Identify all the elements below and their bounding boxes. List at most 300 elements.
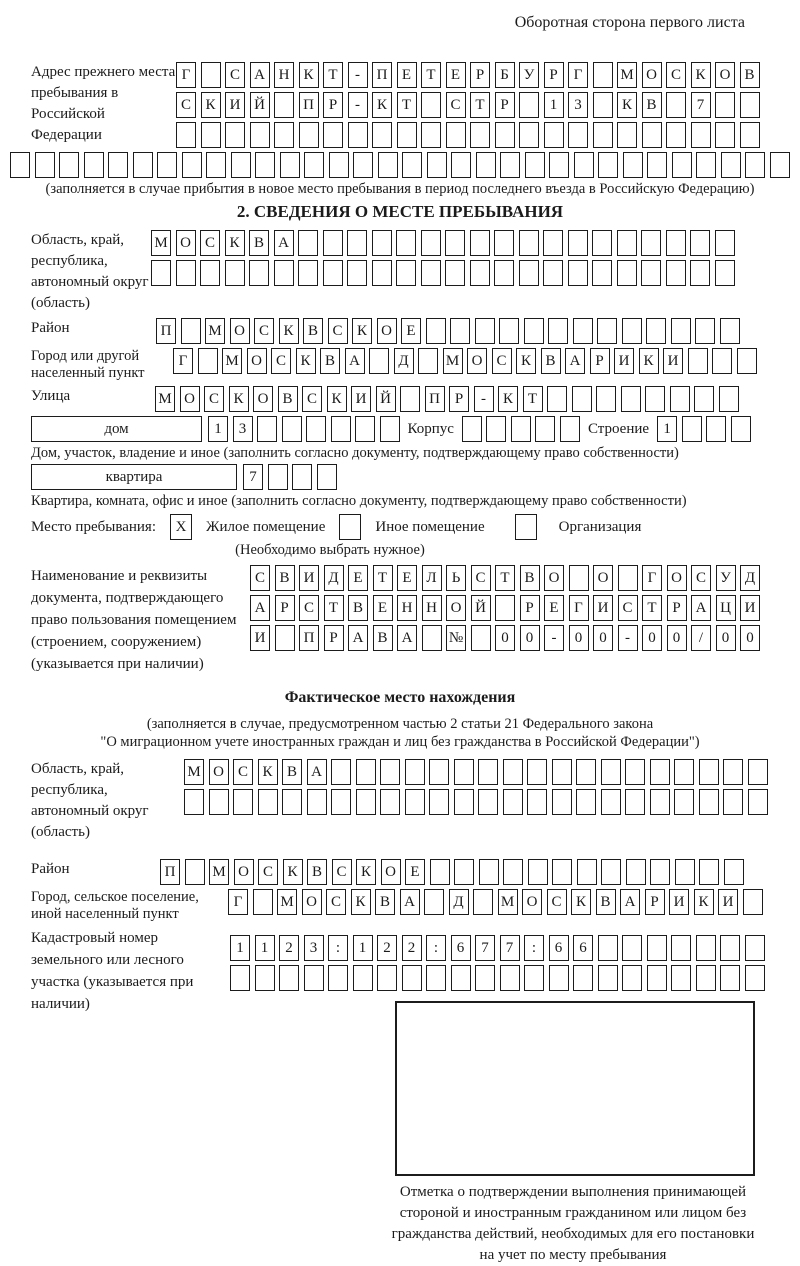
char-box: 0 — [642, 625, 662, 651]
char-box — [519, 230, 539, 256]
char-box: С — [271, 348, 291, 374]
factual-title: Фактическое место нахождения — [284, 689, 516, 706]
char-box: К — [516, 348, 536, 374]
char-box: / — [691, 625, 711, 651]
char-box: М — [443, 348, 463, 374]
char-box: № — [446, 625, 466, 651]
char-box — [233, 789, 253, 815]
char-box — [470, 260, 490, 286]
char-box — [748, 759, 768, 785]
char-box: С — [299, 595, 319, 621]
char-box — [625, 759, 645, 785]
char-box: А — [250, 62, 270, 88]
char-box — [715, 122, 735, 148]
char-box: О — [180, 386, 200, 412]
char-box — [377, 965, 397, 991]
char-box: П — [160, 859, 180, 885]
char-box — [495, 122, 515, 148]
dom-box: дом — [31, 416, 202, 442]
char-box — [355, 416, 375, 442]
kvartira-box: квартира — [31, 464, 237, 490]
checkbox-organizatsiya — [515, 514, 537, 540]
char-box — [568, 122, 588, 148]
char-box — [674, 759, 694, 785]
char-box: С — [233, 759, 253, 785]
char-box: К — [229, 386, 249, 412]
char-box — [133, 152, 153, 178]
char-box: У — [716, 565, 736, 591]
char-box: 1 — [255, 935, 275, 961]
char-box: 7 — [691, 92, 711, 118]
char-box — [450, 318, 470, 344]
char-box: О — [302, 889, 322, 915]
char-box — [471, 625, 491, 651]
char-box — [723, 759, 743, 785]
char-box: : — [524, 935, 544, 961]
char-box: В — [282, 759, 302, 785]
char-box — [372, 230, 392, 256]
char-box: В — [249, 230, 269, 256]
char-box — [593, 122, 613, 148]
prev-address-group — [0, 62, 800, 148]
char-box: С — [666, 62, 686, 88]
char-box — [445, 260, 465, 286]
char-box: М — [617, 62, 637, 88]
char-box — [528, 859, 548, 885]
char-box — [696, 935, 716, 961]
char-box: Г — [228, 889, 248, 915]
char-box — [723, 789, 743, 815]
char-box — [666, 230, 686, 256]
char-box: Т — [323, 62, 343, 88]
char-box — [35, 152, 55, 178]
char-box — [695, 318, 715, 344]
char-box — [650, 759, 670, 785]
char-box — [209, 789, 229, 815]
char-box — [421, 230, 441, 256]
char-box — [304, 152, 324, 178]
char-box: П — [299, 625, 319, 651]
char-box: А — [565, 348, 585, 374]
char-box — [451, 965, 471, 991]
char-box: - — [348, 92, 368, 118]
char-box: И — [250, 625, 270, 651]
char-box — [647, 152, 667, 178]
char-box: Й — [250, 92, 270, 118]
char-box — [573, 318, 593, 344]
char-box — [598, 152, 618, 178]
char-box — [682, 416, 702, 442]
char-box — [306, 416, 326, 442]
char-box — [670, 386, 690, 412]
factual-oblast-group — [0, 759, 800, 843]
char-box: 1 — [353, 935, 373, 961]
char-box: С — [332, 859, 352, 885]
factual-rayon-cells — [160, 859, 744, 885]
factual-oblast-rows — [184, 759, 768, 815]
char-box: И — [718, 889, 738, 915]
char-box: К — [296, 348, 316, 374]
char-box: К — [352, 318, 372, 344]
char-box: Б — [495, 62, 515, 88]
char-box: 0 — [593, 625, 613, 651]
char-box — [470, 230, 490, 256]
char-box — [527, 789, 547, 815]
char-box: Р — [667, 595, 687, 621]
char-box — [535, 416, 555, 442]
char-box: 2 — [279, 935, 299, 961]
char-box: О — [593, 565, 613, 591]
char-box: Р — [590, 348, 610, 374]
char-box — [249, 260, 269, 286]
char-box: И — [663, 348, 683, 374]
kadastr-rows — [230, 935, 765, 991]
char-box — [672, 152, 692, 178]
char-box: С — [225, 62, 245, 88]
char-box — [574, 152, 594, 178]
char-box — [748, 789, 768, 815]
char-box — [462, 416, 482, 442]
char-box: К — [694, 889, 714, 915]
char-box — [298, 260, 318, 286]
char-box — [347, 230, 367, 256]
char-box — [422, 625, 442, 651]
char-box — [429, 759, 449, 785]
char-box — [552, 759, 572, 785]
char-box — [380, 416, 400, 442]
char-box — [696, 152, 716, 178]
char-box — [396, 230, 416, 256]
char-box — [623, 152, 643, 178]
char-box — [647, 935, 667, 961]
char-box: 7 — [500, 935, 520, 961]
char-box — [454, 859, 474, 885]
char-box — [577, 859, 597, 885]
char-box — [299, 122, 319, 148]
char-box — [176, 260, 196, 286]
char-box — [476, 152, 496, 178]
char-box — [494, 230, 514, 256]
char-box — [694, 386, 714, 412]
char-box — [230, 965, 250, 991]
prev-address-row-1 — [176, 62, 760, 88]
char-box: С — [492, 348, 512, 374]
char-box — [255, 152, 275, 178]
char-box: М — [209, 859, 229, 885]
char-box: 2 — [377, 935, 397, 961]
char-box — [601, 759, 621, 785]
char-box — [426, 965, 446, 991]
prev-address-row-2 — [176, 92, 760, 118]
char-box — [688, 348, 708, 374]
char-box: Р — [544, 62, 564, 88]
char-box: 1 — [657, 416, 677, 442]
char-box: П — [425, 386, 445, 412]
char-box: О — [234, 859, 254, 885]
char-box: А — [691, 595, 711, 621]
char-box — [478, 759, 498, 785]
char-box: Г — [569, 595, 589, 621]
char-box — [650, 859, 670, 885]
char-box: 2 — [402, 935, 422, 961]
char-box: Е — [397, 565, 417, 591]
gorod-label: Город или другой населенный пункт — [31, 348, 145, 381]
char-box: 0 — [667, 625, 687, 651]
char-box — [329, 152, 349, 178]
char-box — [317, 464, 337, 490]
char-box: М — [222, 348, 242, 374]
char-box: С — [471, 565, 491, 591]
char-box — [617, 260, 637, 286]
char-box: Г — [173, 348, 193, 374]
char-box: Т — [421, 62, 441, 88]
char-box: О — [642, 62, 662, 88]
section2-title: 2. СВЕДЕНИЯ О МЕСТЕ ПРЕБЫВАНИЯ — [236, 202, 564, 221]
char-box: С — [204, 386, 224, 412]
char-box — [151, 260, 171, 286]
char-box — [641, 230, 661, 256]
char-box: А — [348, 625, 368, 651]
char-box: О — [667, 565, 687, 591]
char-box: Й — [376, 386, 396, 412]
char-box — [675, 859, 695, 885]
char-box: Р — [645, 889, 665, 915]
char-box — [274, 92, 294, 118]
char-box — [666, 260, 686, 286]
char-box — [280, 152, 300, 178]
kadastr-row-2 — [230, 965, 765, 991]
char-box — [499, 318, 519, 344]
factual-gorod-row — [0, 889, 800, 923]
factual-gorod-cells — [228, 889, 763, 915]
char-box — [356, 759, 376, 785]
factual-rayon-row — [0, 859, 800, 885]
char-box — [479, 859, 499, 885]
char-box: К — [327, 386, 347, 412]
char-box — [569, 565, 589, 591]
char-box — [225, 260, 245, 286]
char-box: 0 — [716, 625, 736, 651]
dom-caption: Дом, участок, владение и иное (заполнить согласно документу, подтверждающему право собственности) — [31, 445, 679, 461]
char-box — [712, 348, 732, 374]
char-box — [625, 789, 645, 815]
char-box: Е — [348, 565, 368, 591]
char-box — [568, 230, 588, 256]
char-box — [568, 260, 588, 286]
char-box — [525, 152, 545, 178]
char-box: Н — [422, 595, 442, 621]
char-box — [573, 965, 593, 991]
mesto-row — [0, 514, 800, 540]
char-box: Т — [642, 595, 662, 621]
char-box — [495, 595, 515, 621]
char-box: Е — [373, 595, 393, 621]
char-box: М — [498, 889, 518, 915]
char-box: Ь — [446, 565, 466, 591]
char-box — [596, 386, 616, 412]
char-box — [10, 152, 30, 178]
dom-cells — [208, 416, 400, 442]
char-box — [405, 759, 425, 785]
char-box: - — [618, 625, 638, 651]
char-box — [424, 889, 444, 915]
page-side-note: Оборотная сторона первого листа — [514, 14, 745, 31]
char-box: 7 — [243, 464, 263, 490]
char-box — [724, 859, 744, 885]
char-box — [737, 348, 757, 374]
char-box: О — [522, 889, 542, 915]
char-box: С — [446, 92, 466, 118]
oblast-label: Область, край, республика, автономный округ (область) — [31, 232, 149, 311]
char-box: П — [372, 62, 392, 88]
char-box — [402, 152, 422, 178]
char-box — [617, 230, 637, 256]
char-box — [519, 92, 539, 118]
char-box: Д — [740, 565, 760, 591]
char-box: В — [375, 889, 395, 915]
char-box: 0 — [740, 625, 760, 651]
char-box: В — [596, 889, 616, 915]
char-box: О — [253, 386, 273, 412]
char-box: Т — [523, 386, 543, 412]
char-box — [176, 122, 196, 148]
prev-address-row-3 — [176, 122, 760, 148]
char-box — [421, 92, 441, 118]
char-box: И — [740, 595, 760, 621]
char-box — [666, 92, 686, 118]
char-box: И — [669, 889, 689, 915]
char-box — [353, 152, 373, 178]
char-box — [201, 62, 221, 88]
char-box — [671, 965, 691, 991]
char-box: А — [400, 889, 420, 915]
char-box — [543, 230, 563, 256]
char-box — [524, 318, 544, 344]
char-box — [552, 789, 572, 815]
char-box — [519, 122, 539, 148]
kadastr-row-1 — [230, 935, 765, 961]
char-box: Р — [470, 62, 490, 88]
char-box: С — [250, 565, 270, 591]
factual-oblast-row-2 — [184, 789, 768, 815]
factual-gorod-label: Город, сельское поселение, иной населенный пункт — [31, 889, 199, 922]
char-box — [745, 965, 765, 991]
char-box: С — [547, 889, 567, 915]
oblast-row-2 — [151, 260, 735, 286]
char-box: И — [593, 595, 613, 621]
char-box: 6 — [573, 935, 593, 961]
char-box — [347, 260, 367, 286]
char-box: К — [299, 62, 319, 88]
oblast-row-1 — [151, 230, 735, 256]
char-box — [503, 859, 523, 885]
char-box: К — [225, 230, 245, 256]
char-box: Р — [275, 595, 295, 621]
char-box — [396, 260, 416, 286]
char-box: Р — [520, 595, 540, 621]
char-box — [275, 625, 295, 651]
char-box: О — [176, 230, 196, 256]
char-box: О — [230, 318, 250, 344]
char-box: К — [639, 348, 659, 374]
kvartira-row — [0, 464, 800, 490]
char-box — [298, 230, 318, 256]
char-box: 1 — [230, 935, 250, 961]
char-box — [225, 122, 245, 148]
char-box — [552, 859, 572, 885]
char-box — [618, 565, 638, 591]
char-box — [715, 260, 735, 286]
char-box — [719, 386, 739, 412]
char-box: М — [151, 230, 171, 256]
char-box — [454, 759, 474, 785]
option-zhiloe-label: Жилое помещение — [206, 518, 326, 535]
char-box — [647, 965, 667, 991]
char-box: 1 — [208, 416, 228, 442]
char-box: В — [373, 625, 393, 651]
char-box — [549, 152, 569, 178]
checkbox-inoe — [339, 514, 361, 540]
char-box: Т — [470, 92, 490, 118]
document-row-3 — [250, 625, 760, 651]
char-box — [421, 122, 441, 148]
char-box — [622, 935, 642, 961]
char-box: С — [328, 318, 348, 344]
char-box: 3 — [233, 416, 253, 442]
char-box — [743, 889, 763, 915]
factual-oblast-label: Область, край, республика, автономный округ (область) — [31, 761, 149, 840]
document-row-1 — [250, 565, 760, 591]
char-box: С — [691, 565, 711, 591]
char-box: П — [299, 92, 319, 118]
char-box: Г — [176, 62, 196, 88]
char-box: И — [299, 565, 319, 591]
char-box — [650, 789, 670, 815]
char-box — [206, 152, 226, 178]
char-box — [258, 789, 278, 815]
char-box — [500, 152, 520, 178]
char-box — [274, 260, 294, 286]
char-box — [201, 122, 221, 148]
factual-caption-1: (заполняется в случае, предусмотренном частью 2 статьи 21 Федерального закона — [146, 716, 654, 732]
char-box — [282, 416, 302, 442]
char-box — [691, 122, 711, 148]
char-box — [397, 122, 417, 148]
char-box — [646, 318, 666, 344]
char-box — [721, 152, 741, 178]
char-box: С — [302, 386, 322, 412]
char-box — [478, 789, 498, 815]
char-box — [503, 789, 523, 815]
char-box: : — [426, 935, 446, 961]
char-box: А — [345, 348, 365, 374]
char-box: Т — [324, 595, 344, 621]
document-row-2 — [250, 595, 760, 621]
char-box: А — [397, 625, 417, 651]
char-box: К — [201, 92, 221, 118]
char-box — [445, 230, 465, 256]
char-box: К — [258, 759, 278, 785]
char-box: Е — [446, 62, 466, 88]
char-box — [454, 789, 474, 815]
char-box — [378, 152, 398, 178]
char-box — [282, 789, 302, 815]
char-box — [59, 152, 79, 178]
char-box — [690, 260, 710, 286]
char-box — [475, 965, 495, 991]
char-box — [253, 889, 273, 915]
option-organizatsiya-label: Организация — [558, 518, 642, 535]
